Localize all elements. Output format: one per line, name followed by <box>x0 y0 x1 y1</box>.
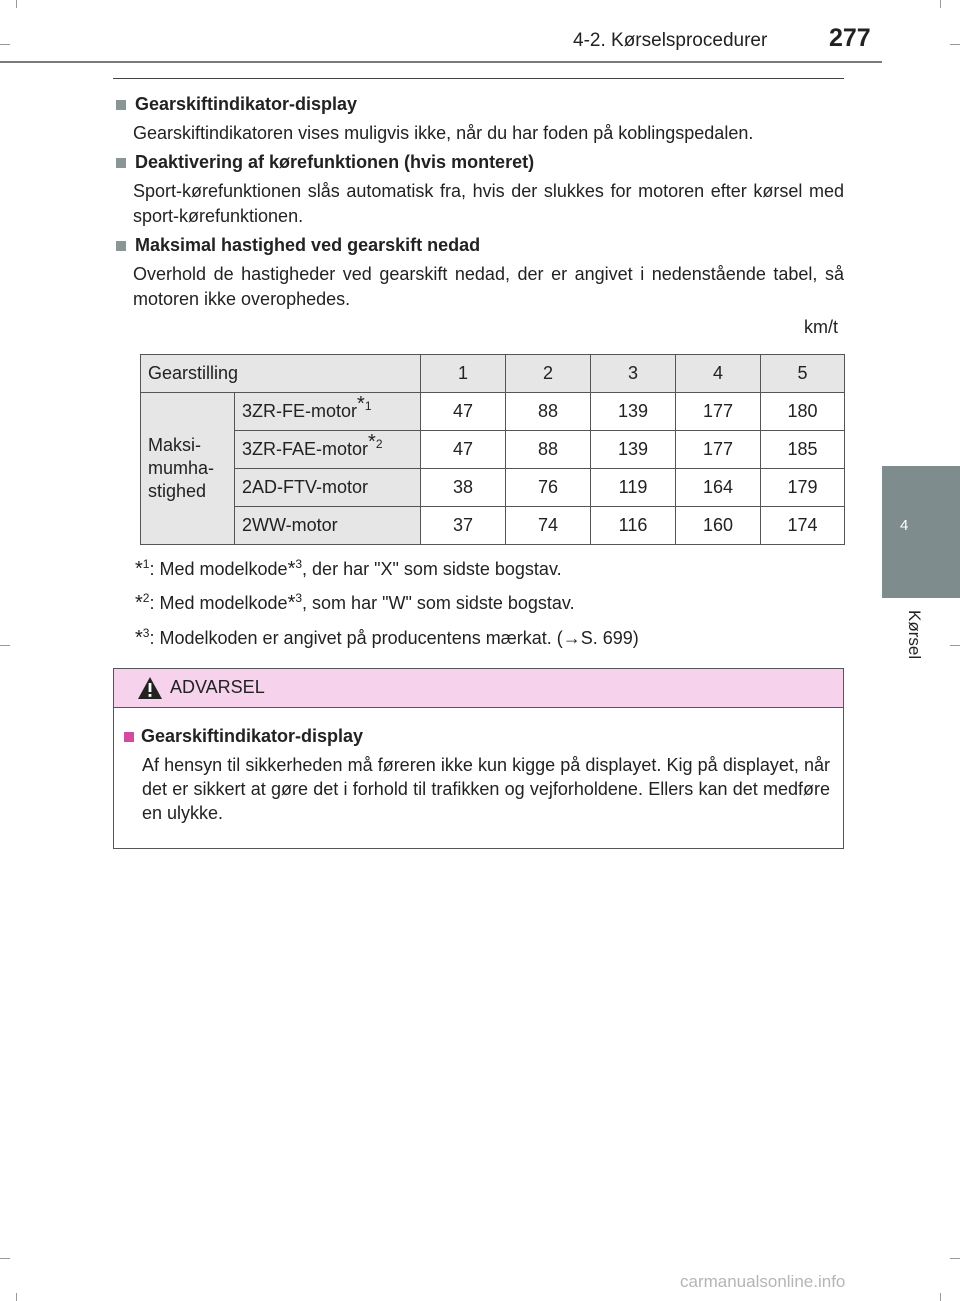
section-max-speed <box>113 233 844 312</box>
warning-text: Af hensyn til sikkerheden må føreren ikke kun kigge på displayet. Kig på displayet, når det er sikkert at gøre det i forhold til trafikken og vejforholdene. Ellers kan det medføre en ulykke. <box>142 755 830 823</box>
value-cell: 88 <box>506 431 591 469</box>
crop-mark <box>16 1293 17 1301</box>
watermark: carmanualsonline.info <box>680 1272 846 1291</box>
bullet-square-icon <box>116 100 126 110</box>
warning-box <box>113 668 844 849</box>
footnote: *$^1$: Med modelkode*$^3$, der har "X" som sidste bogstav. <box>135 557 562 580</box>
crop-mark <box>0 44 10 45</box>
crop-mark <box>950 1258 960 1259</box>
row-label-cell: Maksi- mumha- stighed <box>141 393 235 545</box>
bullet-square-icon <box>124 732 134 742</box>
value-cell: 179 <box>761 469 845 507</box>
motor-cell: 2WW-motor <box>235 507 421 545</box>
table-row <box>141 469 845 507</box>
crop-mark <box>0 1258 10 1259</box>
crop-mark <box>940 0 941 8</box>
value-cell: 38 <box>421 469 506 507</box>
section-heading: Gearskiftindikator-display <box>135 94 358 114</box>
value-cell: 76 <box>506 469 591 507</box>
chapter-tab <box>882 466 960 598</box>
chapter-tab-label: Kørsel <box>905 610 924 660</box>
value-cell: 164 <box>676 469 761 507</box>
value-cell: 47 <box>421 431 506 469</box>
value-cell: 160 <box>676 507 761 545</box>
crop-mark <box>0 645 10 646</box>
value-cell: 47 <box>421 393 506 431</box>
section-text: Sport-kørefunktionen slås automatisk fra, hvis der slukkes for motoren efter kørsel med sport-kørefunktionen. <box>133 181 844 226</box>
value-cell: 185 <box>761 431 845 469</box>
motor-cell: 2AD-FTV-motor <box>235 469 421 507</box>
value-cell: 174 <box>761 507 845 545</box>
page-number: 277 <box>829 24 871 52</box>
bullet-square-icon <box>116 158 126 168</box>
value-cell: 37 <box>421 507 506 545</box>
table-header-cell: 3 <box>591 355 676 393</box>
section-drive-mode <box>113 150 844 229</box>
table-row <box>141 431 845 469</box>
bullet-square-icon <box>116 241 126 251</box>
value-cell: 177 <box>676 393 761 431</box>
crop-mark <box>950 44 960 45</box>
table-header-cell: 1 <box>421 355 506 393</box>
value-cell: 139 <box>591 431 676 469</box>
max-speed-table <box>140 354 845 545</box>
warning-header <box>114 669 843 708</box>
motor-cell: 3ZR-FAE-motor$^{*2}$ <box>235 431 421 469</box>
table-unit: km/t <box>804 317 838 337</box>
section-text: Gearskiftindikatoren vises muligvis ikke, når du har foden på koblingspedalen. <box>133 123 754 143</box>
value-cell: 139 <box>591 393 676 431</box>
footnote: *$^3$: Modelkoden er angivet på producentens mærkat. (→S. 699) <box>135 626 639 649</box>
motor-cell: 3ZR-FE-motor$^{*1}$ <box>235 393 421 431</box>
header-rule <box>0 61 882 63</box>
table-header-cell: 5 <box>761 355 845 393</box>
table-row <box>141 393 845 431</box>
value-cell: 116 <box>591 507 676 545</box>
value-cell: 180 <box>761 393 845 431</box>
warning-title: ADVARSEL <box>170 677 265 697</box>
section-heading: Maksimal hastighed ved gearskift nedad <box>135 235 481 255</box>
footnote: *$^2$: Med modelkode*$^3$, som har "W" som sidste bogstav. <box>135 591 575 614</box>
content-top-rule <box>113 78 844 79</box>
section-heading: Deaktivering af kørefunktionen (hvis monteret) <box>135 152 535 172</box>
value-cell: 119 <box>591 469 676 507</box>
table-header-cell: Gearstilling <box>141 355 421 393</box>
section-text: Overhold de hastigheder ved gearskift nedad, der er angivet i nedenstående tabel, så motoren ikke overophedes. <box>133 264 844 309</box>
value-cell: 74 <box>506 507 591 545</box>
crop-mark <box>16 0 17 8</box>
value-cell: 177 <box>676 431 761 469</box>
table-header-cell: 4 <box>676 355 761 393</box>
table-row <box>141 507 845 545</box>
chapter-tab-number: 4 <box>900 517 909 534</box>
section-gearshift-indicator <box>113 92 844 146</box>
value-cell: 88 <box>506 393 591 431</box>
warning-subtitle: Gearskiftindikator-display <box>141 726 364 746</box>
section-title: 4-2. Kørselsprocedurer <box>573 30 768 51</box>
table-header-cell: 2 <box>506 355 591 393</box>
crop-mark <box>940 1293 941 1301</box>
warning-triangle-icon <box>137 676 163 700</box>
crop-mark <box>950 645 960 646</box>
